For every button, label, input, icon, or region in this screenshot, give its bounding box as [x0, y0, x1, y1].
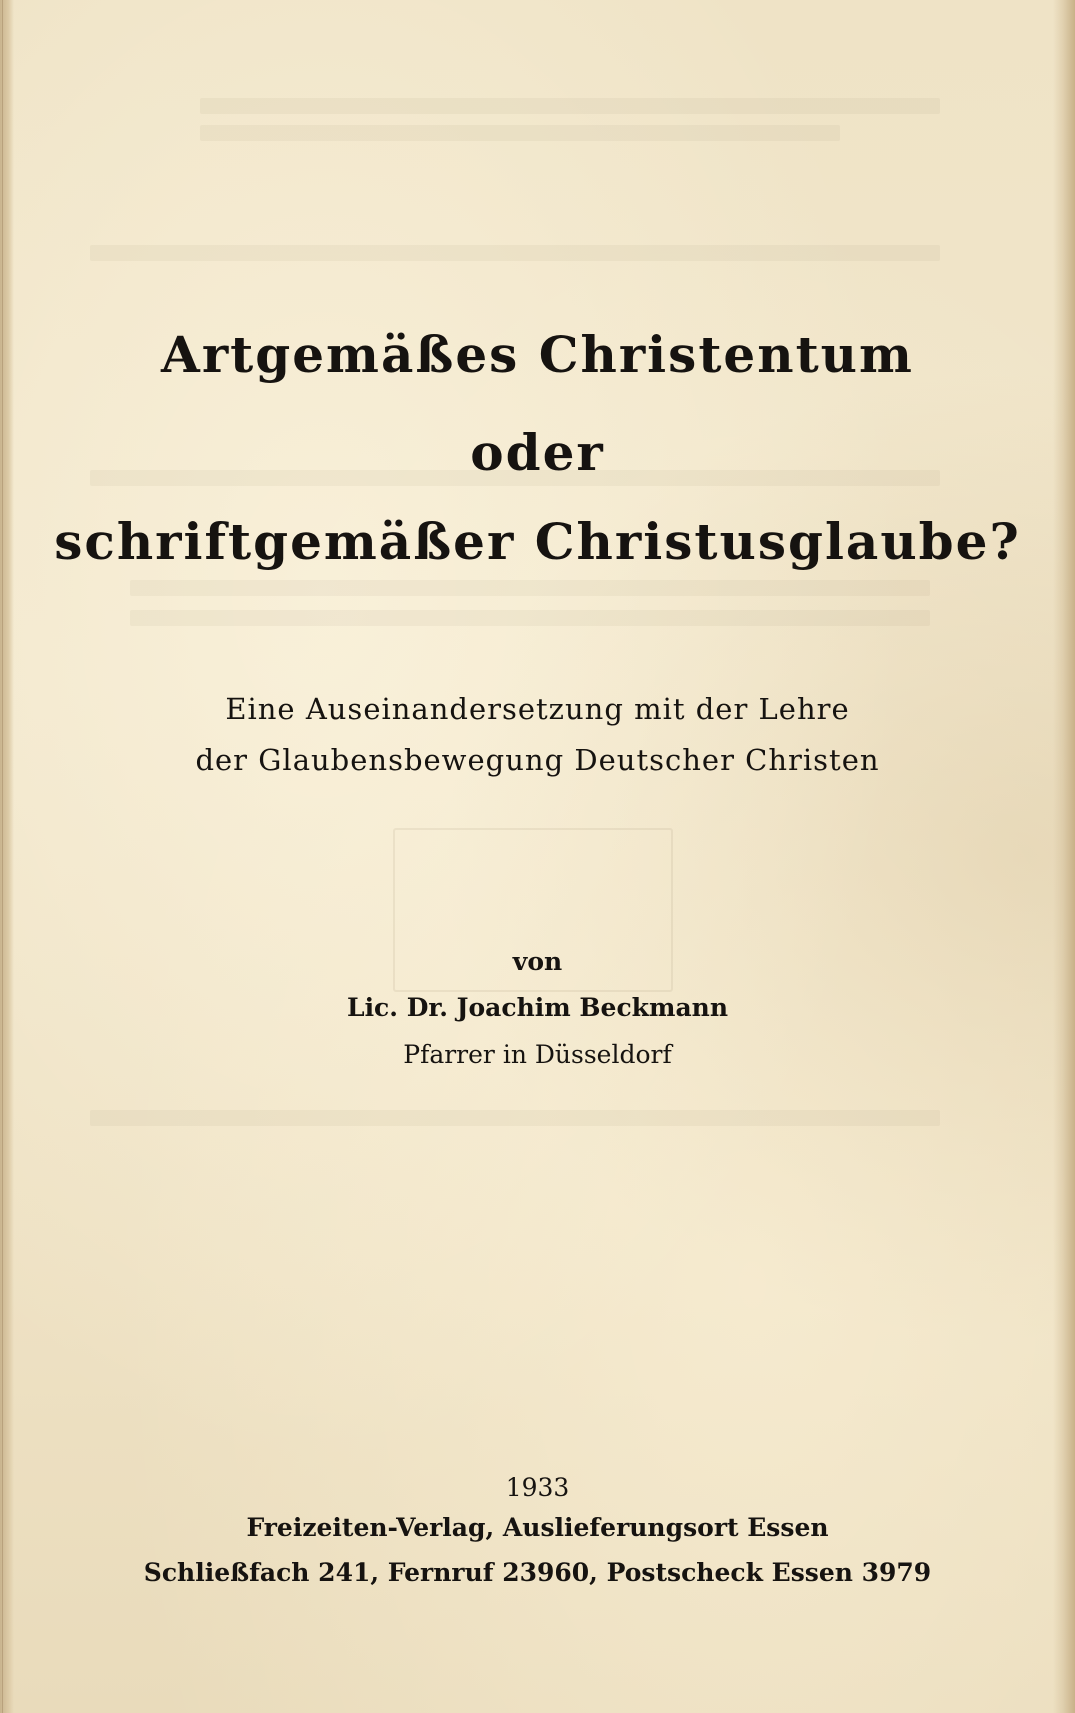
author-name: Lic. Dr. Joachim Beckmann	[346, 993, 728, 1022]
title-line-3: schriftgemäßer Christusglaube?	[54, 512, 1021, 571]
byline-von: von	[512, 947, 563, 976]
show-through-line	[90, 245, 940, 261]
page-right-edge	[1053, 0, 1075, 1713]
show-through-line	[90, 1110, 940, 1126]
title-line-2: oder	[470, 423, 605, 482]
title-line-1: Artgemäßes Christentum	[161, 325, 914, 384]
subtitle-line-1: Eine Auseinandersetzung mit der Lehre	[225, 692, 850, 726]
show-through-line	[200, 125, 840, 141]
author-position: Pfarrer in Düsseldorf	[403, 1040, 672, 1069]
show-through-line	[130, 610, 930, 626]
show-through-line	[200, 98, 940, 114]
show-through-line	[130, 580, 930, 596]
subtitle-line-2: der Glaubensbewegung Deutscher Christen	[195, 743, 880, 777]
publication-year: 1933	[505, 1473, 570, 1502]
publisher-contact: Schließfach 241, Fernruf 23960, Postscheck Essen 3979	[143, 1558, 932, 1587]
page-fold-line	[2, 0, 3, 1713]
publisher-line: Freizeiten-Verlag, Auslieferungsort Essen	[246, 1513, 829, 1542]
